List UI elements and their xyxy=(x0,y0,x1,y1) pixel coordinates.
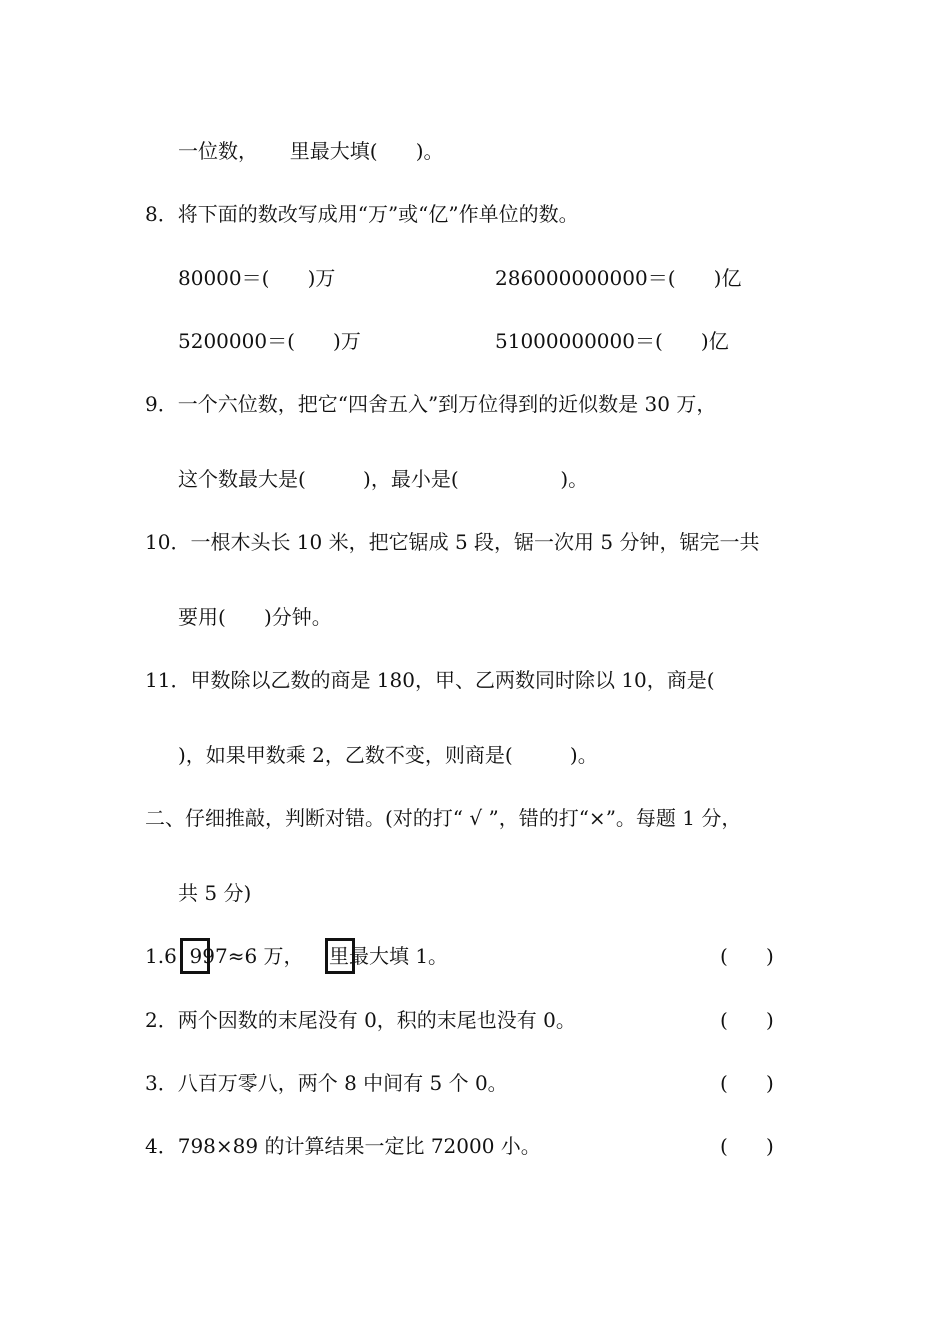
q8-item-b: 286000000000＝( )亿 xyxy=(495,266,742,290)
judge-4-answer: ( ) xyxy=(720,1134,774,1158)
q10-blank: 要用( )分钟。 xyxy=(178,605,332,629)
judge-2-answer: ( ) xyxy=(720,1008,774,1032)
judge-1-answer: ( ) xyxy=(720,944,774,968)
judge-1: 1.6 997≈6 万， 里最大填 1。 xyxy=(145,944,449,968)
q11-blanks: )，如果甲数乘 2，乙数不变，则商是( )。 xyxy=(178,743,598,767)
judge-4: 4．798×89 的计算结果一定比 72000 小。 xyxy=(145,1134,541,1158)
digit-box-2 xyxy=(325,938,355,974)
judge-3-answer: ( ) xyxy=(720,1071,774,1095)
section-2-heading-cont: 共 5 分) xyxy=(178,881,252,905)
section-2-heading: 二、仔细推敲，判断对错。(对的打“ √ ”，错的打“×”。每题 1 分， xyxy=(145,806,742,830)
judge-2: 2．两个因数的末尾没有 0，积的末尾也没有 0。 xyxy=(145,1008,576,1032)
q8-item-d: 51000000000＝( )亿 xyxy=(495,329,729,353)
digit-box-1 xyxy=(180,938,210,974)
judge-3: 3．八百万零八，两个 8 中间有 5 个 0。 xyxy=(145,1071,508,1095)
question-11: 11．甲数除以乙数的商是 180，甲、乙两数同时除以 10，商是( xyxy=(145,668,715,692)
q8-item-a: 80000＝( )万 xyxy=(178,266,336,290)
q8-item-c: 5200000＝( )万 xyxy=(178,329,361,353)
question-8: 8．将下面的数改写成用“万”或“亿”作单位的数。 xyxy=(145,202,579,226)
q9-blanks: 这个数最大是( )，最小是( )。 xyxy=(178,467,589,491)
q7-continuation: 一位数， 里最大填( )。 xyxy=(178,139,444,163)
question-9: 9．一个六位数，把它“四舍五入”到万位得到的近似数是 30 万， xyxy=(145,392,717,416)
question-10: 10．一根木头长 10 米，把它锯成 5 段，锯一次用 5 分钟，锯完一共 xyxy=(145,530,760,554)
